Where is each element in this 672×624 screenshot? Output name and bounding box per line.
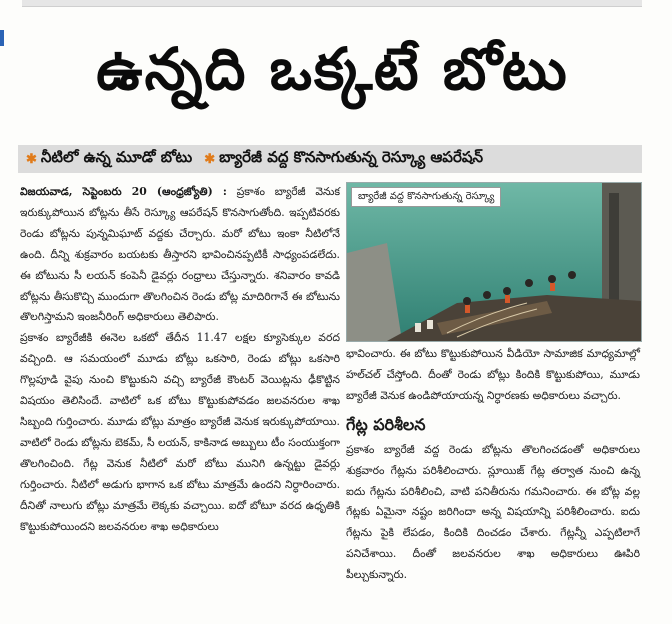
subhead-1-text: నీటిలో ఉన్న మూడో బోటు xyxy=(40,148,193,166)
subhead-1 xyxy=(26,148,192,170)
page-edge-marker xyxy=(0,30,4,46)
rescue-photo xyxy=(346,182,642,342)
article-paragraph: ప్రకాశం బ్యారేజీకి ఈనెల ఒకటో తేదీన 11.47 లక్షల క్యూసెక్కుల వరద వచ్చింది. ఆ సమయంలో మూడు బోట్లు ఒకసారి, రెండు బోట్లు ఒకసారి గొల్లపూడి వైపు నుంచి కొట్టుకుని వచ్చి బ్యారేజీ కౌంటర్ వెయిట్లను ఢీకొట్టిన విషయం తెలిసిందే. వాటిలో ఒక బోటు కొట్టుకుపోవడం జలవనరుల శాఖ సిబ్బంది గుర్తించారు. మూడు బోట్లు మాత్రం బ్యారేజీ వెనుక ఇరుక్కుపోయాయి. వాటిలో రెండు బోట్లను బెకమ్, సీ లయన్, కాకినాడ అబ్బులు టీం సంయుక్తంగా తొలగించింది. గేట్ల వెనుక నీటిలో మరో బోటు మునిగి ఉన్నట్టు డైవర్లు గుర్తించారు. నీటిలో అడుగు భాగాన ఒక బోటు మాత్రమే ఉందని నిర్ధారించారు. దీనితో నాలుగు బోట్లు మాత్రమే లెక్కకు వచ్చాయి. ఐదో బోటూ వరద ఉధృతికి కొట్టుకుపోయిందని జలవనరుల శాఖ అధికారులు xyxy=(20,331,340,533)
article-paragraph: ప్రకాశం బ్యారేజీ వద్ద రెండు బోట్లను తొలగించడంతో అధికారులు శుక్రవారం గేట్లను పరిశీలించారు. స్లూయిజ్ గేట్ల తర్వాత నుంచి ఉన్న ఐదు గేట్లను పరిశీలించి, వాటి పనితీరును గమనించారు. ఈ బోట్ల వల్ల గేట్లకు ఏమైనా నష్టం జరిగిందా అన్న విషయాన్ని పరిశీలించారు. ఐదు గేట్లను పైకి లేపడం, కిందికి దించడం చేశారు. గేట్లన్నీ ఎప్పటిలాగే పనిచేశాయి. దీంతో జలవనరుల శాఖ అధికారులు ఊపిరి పీల్చుకున్నారు. xyxy=(346,442,640,582)
star-bullet-icon: ✱ xyxy=(26,151,37,167)
subhead-2-text: బ్యారేజీ వద్ద కొనసాగుతున్న రెస్క్యూ ఆపరేషన్ xyxy=(219,148,484,166)
article-left-column xyxy=(20,182,340,537)
paragraph-text: ప్రకాశం బ్యారేజీ వెనుక ఇరుక్కుపోయిన బోట్లను తీసే రెస్క్యూ ఆపరేషన్ కొనసాగుతోంది. ఇప్పటివరకు రెండు బోట్లను పున్నమిఘాట్ వద్దకు చేర్చారు. మరో బోటు ఇంకా నీటిలోనే ఉంది. దీన్ని శుక్రవారం బయటకు తీస్తారని భావించినప్పటికీ సాధ్యంపడలేదు. ఈ బోటును సీ లయన్ కంపెనీ డైవర్లు రంధ్రాలు చేస్తున్నారు. శనివారం కావడి బోట్లను తీసుకొచ్చి ముందుగా తొలగించిన రెండు బోట్ల మాదిరిగానే ఈ బోటును తొలగిస్తామని ఇంజనీరింగ్ అధికారులు తెలిపారు. xyxy=(20,185,340,324)
headline: ఉన్నది ఒక్కటే బోటు xyxy=(96,34,569,103)
subheading-bar xyxy=(18,145,642,173)
subhead-2 xyxy=(204,148,483,170)
article-paragraph xyxy=(20,182,340,328)
photo-caption: బ్యారేజీ వద్ద కొనసాగుతున్న రెస్క్యూ xyxy=(351,187,501,207)
dateline: విజయవాడ, సెప్టెంబరు 20 (ఆంధ్రజ్యోతి) : xyxy=(20,185,227,198)
top-strip xyxy=(22,0,642,7)
star-bullet-icon: ✱ xyxy=(204,151,216,167)
section-heading: గేట్ల పరిశీలన xyxy=(346,414,426,434)
article-right-column xyxy=(346,344,640,586)
article-paragraph: భావించారు. ఈ బోటు కొట్టుకుపోయిన వీడియో సామాజిక మాధ్యమాల్లో హల్‌చల్ చేస్తోంది. దీంతో రెండు బోట్లు కిందికి కొట్టుకుపోయి, మూడు బ్యారేజీ వెనుక ఉండిపోయాయన్న నిర్ధారణకు అధికారులు వచ్చారు. xyxy=(346,347,640,402)
